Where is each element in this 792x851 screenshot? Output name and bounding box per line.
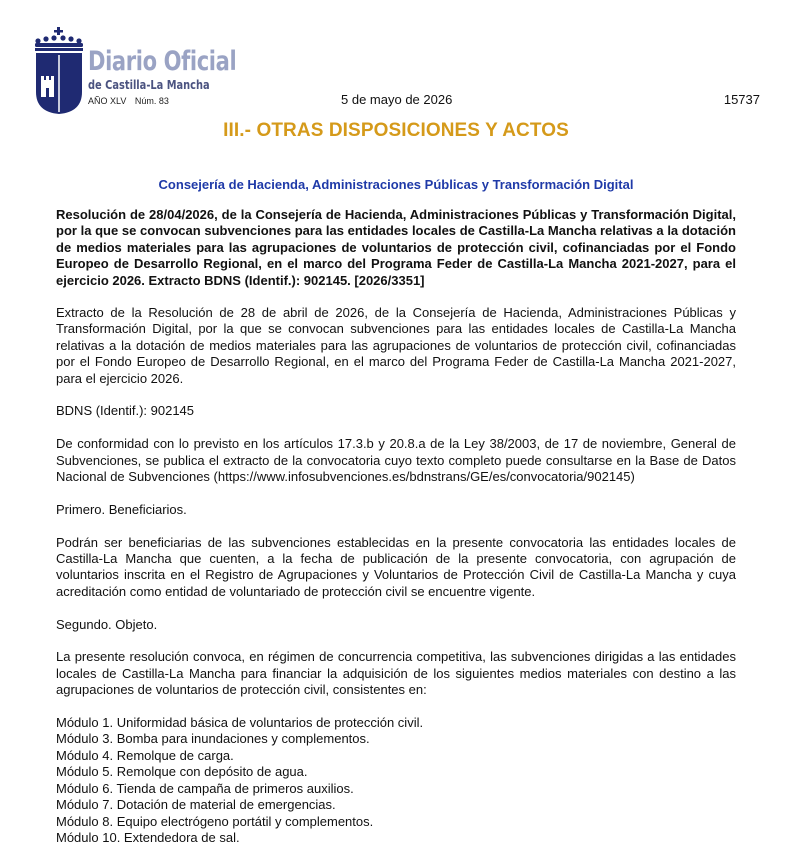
list-item: Módulo 4. Remolque de carga. xyxy=(56,747,234,763)
list-item: Módulo 10. Extendedora de sal. xyxy=(56,829,240,845)
document-body xyxy=(56,207,736,846)
resolution-title: Resolución de 28/04/2026, de la Consejería de Hacienda, Administraciones Públicas y Transformación Digital, por la que se convocan subvenciones para las entidades locales de Castilla-La Mancha relativas a la dotación de medios materiales para las agrupaciones de voluntarios de protección civil, cofinanciadas por el Fondo Europeo de Desarrollo Regional, en el marco del Programa Feder de Castilla-La Mancha 2021-2027, para el ejercicio 2026. Extracto BDNS (Identif.): 902145. [2026/3351] xyxy=(56,207,736,288)
logo-title: Diario Oficial xyxy=(88,46,237,77)
department-heading: Consejería de Hacienda, Administraciones Públicas y Transformación Digital xyxy=(158,177,634,192)
list-item: Módulo 7. Dotación de material de emergencias. xyxy=(56,797,336,813)
heading-primero: Primero. Beneficiarios. xyxy=(56,501,187,517)
list-item: Módulo 3. Bomba para inundaciones y complementos. xyxy=(56,731,370,747)
masthead xyxy=(30,26,770,116)
list-item: Módulo 8. Equipo electrógeno portátil y complementos. xyxy=(56,813,374,829)
list-item: Módulo 5. Remolque con depósito de agua. xyxy=(56,764,308,780)
crest-svg xyxy=(30,26,90,116)
publication-date: 5 de mayo de 2026 xyxy=(341,92,453,107)
heading-segundo: Segundo. Objeto. xyxy=(56,616,158,632)
paragraph-bdns: BDNS (Identif.): 902145 xyxy=(56,403,195,419)
issue-info xyxy=(88,96,169,106)
issue-number: Núm. 83 xyxy=(134,96,169,106)
list-item: Módulo 6. Tienda de campaña de primeros auxilios. xyxy=(56,780,354,796)
section-title: III.- OTRAS DISPOSICIONES Y ACTOS xyxy=(223,120,569,141)
modules-list xyxy=(56,715,736,846)
paragraph-beneficiarios: Podrán ser beneficiarias de las subvenciones establecidas en la presente convocatoria las entidades locales de Castilla-La Mancha que cuenten, a la fecha de publicación de la presente convocatoria, con agrupación de voluntarios inscrita en el Registro de Agrupaciones y Voluntarios de Protección Civil de Castilla-La Mancha y cuya acreditación como entidad de voluntariado de protección civil se encuentre vigente. xyxy=(56,534,736,599)
paragraph-extract: Extracto de la Resolución de 28 de abril de 2026, de la Consejería de Hacienda, Administraciones Públicas y Transformación Digital, por la que se convocan subvenciones para las entidades locales de Castilla-La Mancha relativas a la dotación de medios materiales para las agrupaciones de voluntarios de protección civil, cofinanciadas por el Fondo Europeo de Desarrollo Regional, en el marco del Programa Feder de Castilla-La Mancha 2021-2027, para el ejercicio 2026. xyxy=(56,305,736,386)
page-number: 15737 xyxy=(723,92,760,107)
castilla-la-mancha-crest-icon xyxy=(30,26,90,116)
issue-year: AÑO XLV xyxy=(88,96,127,106)
logo-subtitle: de Castilla-La Mancha xyxy=(88,78,210,92)
paragraph-conformidad: De conformidad con lo previsto en los artículos 17.3.b y 20.8.a de la Ley 38/2003, de 17 de noviembre, General de Subvenciones, se publica el extracto de la convocatoria cuyo texto completo puede consultarse en la Base de Datos Nacional de Subvenciones (https://www.infosubvenciones.es/bdnstrans/GE/es/convocatoria/902145) xyxy=(56,436,736,485)
paragraph-objeto: La presente resolución convoca, en régimen de concurrencia competitiva, las subvenciones dirigidas a las entidades locales de Castilla-La Mancha para financiar la adquisición de los siguientes medios materiales con destino a las agrupaciones de voluntarios de protección civil, consistentes en: xyxy=(56,649,736,698)
list-item: Módulo 1. Uniformidad básica de voluntarios de protección civil. xyxy=(56,715,424,731)
